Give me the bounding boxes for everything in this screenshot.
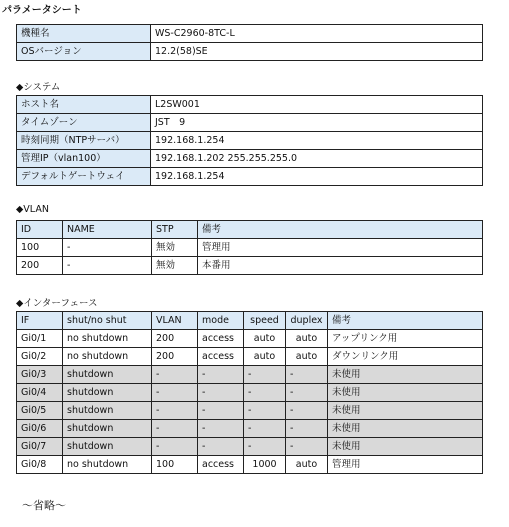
system-heading: ◆システム bbox=[16, 82, 61, 93]
column-header: NAME bbox=[63, 221, 152, 239]
column-header: ID bbox=[17, 221, 63, 239]
table-cell: - bbox=[63, 257, 152, 275]
table-cell: 未使用 bbox=[328, 366, 483, 384]
omitted-note: ～省略～ bbox=[22, 499, 66, 512]
sheet-title: パラメータシート bbox=[2, 5, 82, 16]
table-cell: - bbox=[198, 438, 244, 456]
table-row bbox=[17, 257, 483, 275]
row-value: 192.168.1.202 255.255.255.0 bbox=[151, 150, 483, 168]
row-label: ホスト名 bbox=[17, 96, 151, 114]
row-label: OSバージョン bbox=[17, 43, 151, 61]
row-label: タイムゾーン bbox=[17, 114, 151, 132]
table-cell: - bbox=[152, 420, 198, 438]
table-cell: - bbox=[286, 366, 328, 384]
table-cell: - bbox=[286, 384, 328, 402]
table-row bbox=[17, 330, 483, 348]
table-row bbox=[17, 43, 483, 61]
table-cell: no shutdown bbox=[63, 456, 152, 474]
column-header: 備考 bbox=[198, 221, 483, 239]
column-header: STP bbox=[152, 221, 198, 239]
table-row bbox=[17, 239, 483, 257]
row-value: JST 9 bbox=[151, 114, 483, 132]
table-cell: Gi0/1 bbox=[17, 330, 63, 348]
table-row bbox=[17, 384, 483, 402]
table-cell: auto bbox=[286, 348, 328, 366]
column-header: IF bbox=[17, 312, 63, 330]
column-header: VLAN bbox=[152, 312, 198, 330]
table-cell: auto bbox=[244, 348, 286, 366]
table-cell: 1000 bbox=[244, 456, 286, 474]
table-cell: 200 bbox=[152, 330, 198, 348]
row-value: 192.168.1.254 bbox=[151, 168, 483, 186]
table-row bbox=[17, 132, 483, 150]
table-cell: auto bbox=[286, 456, 328, 474]
row-label: 時刻同期（NTPサーバ） bbox=[17, 132, 151, 150]
table-cell: 未使用 bbox=[328, 402, 483, 420]
table-row bbox=[17, 168, 483, 186]
table-cell: - bbox=[244, 366, 286, 384]
table-cell: 本番用 bbox=[198, 257, 483, 275]
row-label: 機種名 bbox=[17, 25, 151, 43]
table-cell: Gi0/7 bbox=[17, 438, 63, 456]
table-header-row bbox=[17, 221, 483, 239]
table-cell: - bbox=[244, 384, 286, 402]
table-cell: - bbox=[198, 384, 244, 402]
table-cell: 管理用 bbox=[198, 239, 483, 257]
column-header: speed bbox=[244, 312, 286, 330]
table-row bbox=[17, 114, 483, 132]
table-cell: shutdown bbox=[63, 384, 152, 402]
table-cell: - bbox=[198, 402, 244, 420]
table-row bbox=[17, 420, 483, 438]
row-value: L2SW001 bbox=[151, 96, 483, 114]
table-cell: ダウンリンク用 bbox=[328, 348, 483, 366]
table-row bbox=[17, 25, 483, 43]
basic-info-table bbox=[16, 24, 483, 61]
table-row bbox=[17, 96, 483, 114]
vlan-table bbox=[16, 220, 483, 275]
table-cell: shutdown bbox=[63, 366, 152, 384]
table-cell: 管理用 bbox=[328, 456, 483, 474]
table-cell: auto bbox=[244, 330, 286, 348]
table-cell: Gi0/5 bbox=[17, 402, 63, 420]
table-cell: 無効 bbox=[152, 239, 198, 257]
table-row bbox=[17, 150, 483, 168]
vlan-heading: ◆VLAN bbox=[16, 204, 49, 215]
table-cell: Gi0/6 bbox=[17, 420, 63, 438]
system-table bbox=[16, 95, 483, 186]
table-cell: shutdown bbox=[63, 438, 152, 456]
table-cell: - bbox=[286, 402, 328, 420]
table-cell: - bbox=[152, 438, 198, 456]
table-cell: access bbox=[198, 348, 244, 366]
table-cell: 200 bbox=[152, 348, 198, 366]
table-row bbox=[17, 456, 483, 474]
table-cell: 100 bbox=[17, 239, 63, 257]
table-cell: no shutdown bbox=[63, 330, 152, 348]
column-header: 備考 bbox=[328, 312, 483, 330]
row-label: 管理IP（vlan100） bbox=[17, 150, 151, 168]
column-header: duplex bbox=[286, 312, 328, 330]
table-cell: shutdown bbox=[63, 420, 152, 438]
table-header-row bbox=[17, 312, 483, 330]
table-cell: shutdown bbox=[63, 402, 152, 420]
table-cell: Gi0/8 bbox=[17, 456, 63, 474]
interface-table bbox=[16, 311, 483, 474]
table-cell: 100 bbox=[152, 456, 198, 474]
table-cell: 無効 bbox=[152, 257, 198, 275]
row-value: WS-C2960-8TC-L bbox=[151, 25, 483, 43]
table-cell: - bbox=[152, 402, 198, 420]
table-cell: access bbox=[198, 456, 244, 474]
table-cell: Gi0/2 bbox=[17, 348, 63, 366]
table-cell: - bbox=[244, 420, 286, 438]
table-cell: no shutdown bbox=[63, 348, 152, 366]
interface-heading: ◆インターフェース bbox=[16, 298, 98, 309]
table-cell: - bbox=[244, 402, 286, 420]
table-cell: - bbox=[286, 438, 328, 456]
table-row bbox=[17, 348, 483, 366]
table-cell: 200 bbox=[17, 257, 63, 275]
table-cell: 未使用 bbox=[328, 438, 483, 456]
table-cell: 未使用 bbox=[328, 384, 483, 402]
table-cell: Gi0/3 bbox=[17, 366, 63, 384]
table-cell: auto bbox=[286, 330, 328, 348]
table-cell: - bbox=[198, 420, 244, 438]
column-header: mode bbox=[198, 312, 244, 330]
table-cell: - bbox=[286, 420, 328, 438]
table-row bbox=[17, 438, 483, 456]
table-cell: - bbox=[152, 366, 198, 384]
table-cell: - bbox=[244, 438, 286, 456]
table-row bbox=[17, 366, 483, 384]
table-cell: - bbox=[63, 239, 152, 257]
table-cell: access bbox=[198, 330, 244, 348]
row-value: 12.2(58)SE bbox=[151, 43, 483, 61]
row-label: デフォルトゲートウェイ bbox=[17, 168, 151, 186]
table-cell: アップリンク用 bbox=[328, 330, 483, 348]
table-cell: - bbox=[152, 384, 198, 402]
row-value: 192.168.1.254 bbox=[151, 132, 483, 150]
table-cell: 未使用 bbox=[328, 420, 483, 438]
column-header: shut/no shut bbox=[63, 312, 152, 330]
table-row bbox=[17, 402, 483, 420]
table-cell: - bbox=[198, 366, 244, 384]
table-cell: Gi0/4 bbox=[17, 384, 63, 402]
